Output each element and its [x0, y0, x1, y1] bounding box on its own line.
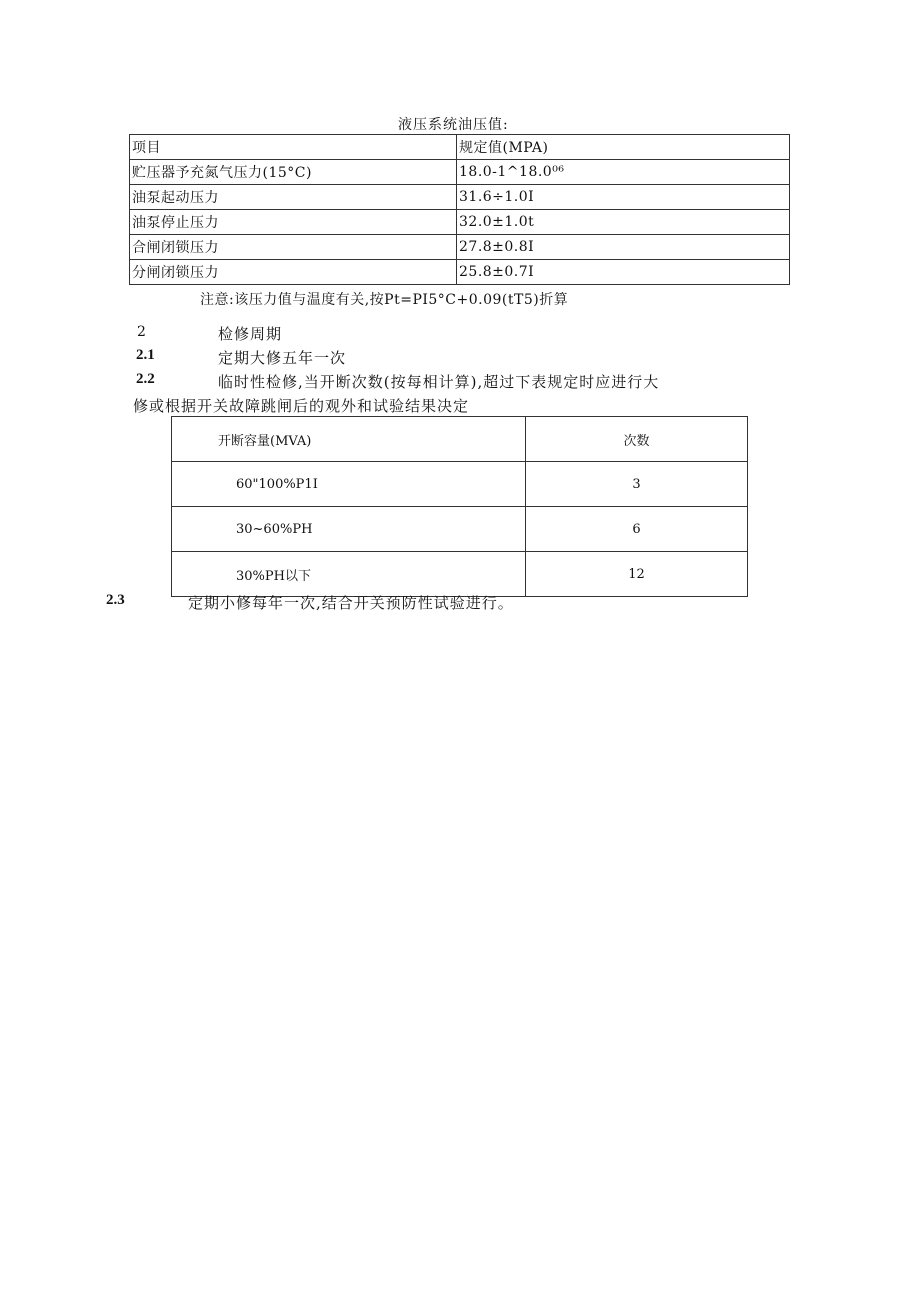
row-capacity: 30%PH以下 [172, 552, 526, 597]
row-item: 合闸闭锁压力 [130, 235, 457, 260]
section-2-2-text: 临时性检修,当开断次数(按每相计算),超过下表规定时应进行大 [218, 373, 660, 391]
row-item: 油泵起动压力 [130, 185, 457, 210]
table-header-row [130, 135, 790, 160]
table-row [172, 462, 748, 507]
hydraulic-caption: 液压系统油压值: [398, 117, 509, 133]
section-2-2-text-continued: 修或根据开关故障跳闸后的观外和试验结果决定 [133, 397, 470, 415]
row-count: 3 [526, 462, 748, 507]
row-value: 32.0±1.0t [457, 210, 790, 235]
row-value: 25.8±0.7I [457, 260, 790, 285]
section-2-1-number: 2.1 [136, 347, 155, 363]
table-row [172, 552, 748, 597]
table-header-row [172, 417, 748, 462]
row-count: 6 [526, 507, 748, 552]
row-item: 分闸闭锁压力 [130, 260, 457, 285]
row-capacity: 60"100%P1I [172, 462, 526, 507]
section-2-number: 2 [137, 324, 147, 340]
pressure-note: 注意:该压力值与温度有关,按Pt=PI5°C+0.09(tT5)折算 [200, 292, 569, 308]
row-capacity: 30~60%PH [172, 507, 526, 552]
row-count: 12 [526, 552, 748, 597]
row-item: 油泵停止压力 [130, 210, 457, 235]
table-row [130, 185, 790, 210]
hydraulic-pressure-table [129, 134, 790, 285]
section-2-3-number: 2.3 [106, 592, 125, 608]
row-item: 贮压器予充氮气压力(15°C) [130, 160, 457, 185]
header-count: 次数 [526, 417, 748, 462]
section-2-3-text: 定期小修每年一次,结合开关预防性试验进行。 [188, 594, 514, 612]
row-value: 31.6÷1.0I [457, 185, 790, 210]
row-value: 27.8±0.8I [457, 235, 790, 260]
section-2-title: 检修周期 [218, 325, 283, 343]
section-2-1-text: 定期大修五年一次 [218, 349, 347, 367]
header-spec: 规定值(MPA) [457, 135, 790, 160]
header-item: 项目 [130, 135, 457, 160]
row-value: 18.0-1^18.0⁰⁶ [457, 160, 790, 185]
table-row [172, 507, 748, 552]
table-row [130, 210, 790, 235]
header-capacity: 开断容量(MVA) [172, 417, 526, 462]
table-row [130, 235, 790, 260]
section-2-2-number: 2.2 [136, 371, 155, 387]
table-row [130, 260, 790, 285]
table-row [130, 160, 790, 185]
breaking-capacity-table [171, 416, 748, 597]
